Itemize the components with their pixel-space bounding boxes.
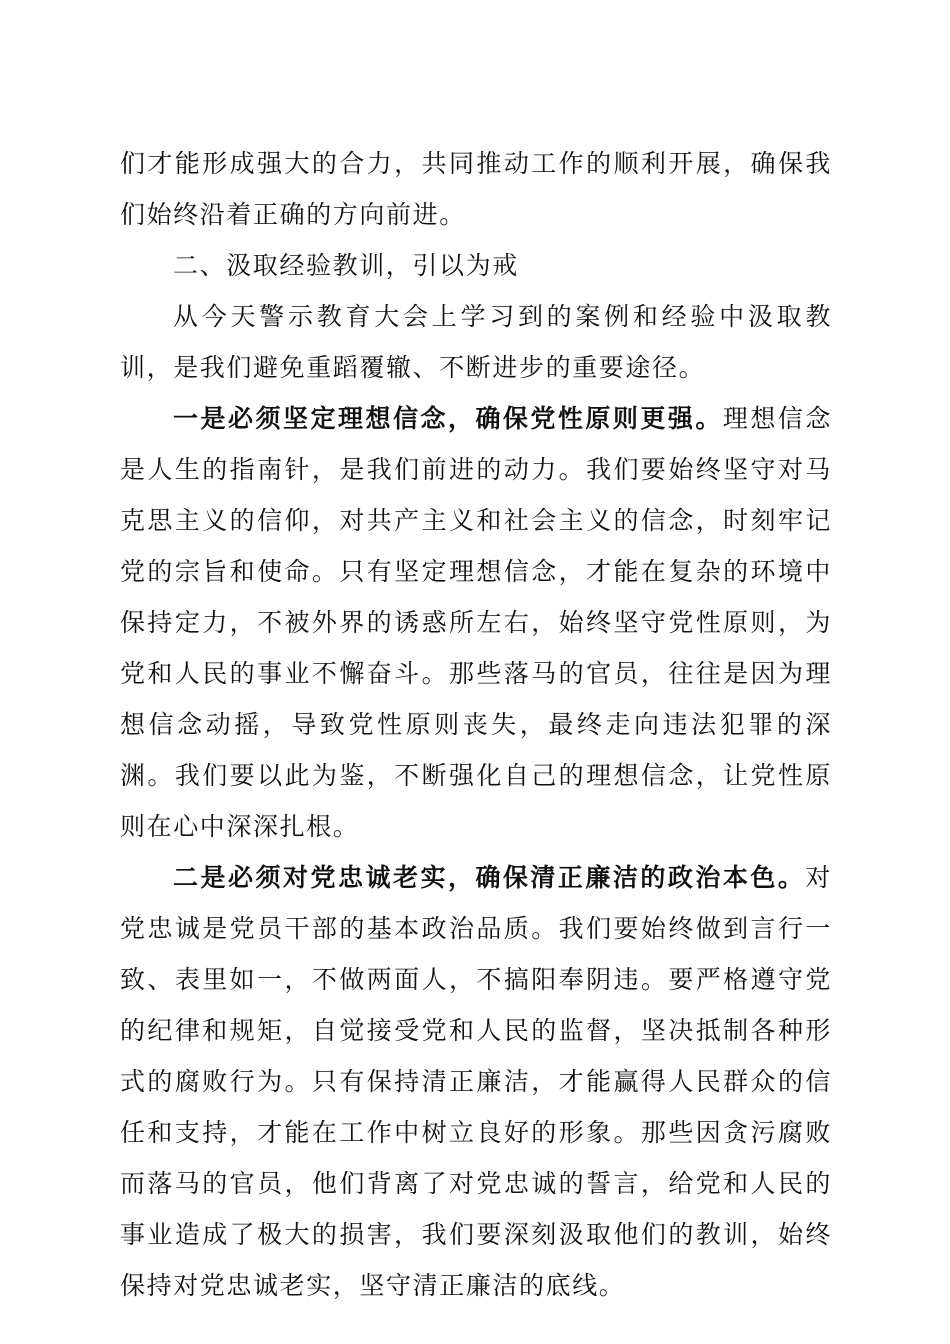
point-one-lead: 一是必须坚定理想信念，确保党性原则更强。 xyxy=(173,404,723,433)
point-one-paragraph xyxy=(120,393,832,852)
section-heading: 二、汲取经验教训，引以为戒 xyxy=(173,251,519,280)
point-one-body: 理想信念是人生的指南针，是我们前进的动力。我们要始终坚守对马克思主义的信仰，对共产主义和社会主义的信念，时刻牢记党的宗旨和使命。只有坚定理想信念，才能在复杂的环境中保持定力，不被外界的诱惑所左右，始终坚守党性原则，为党和人民的事业不懈奋斗。那些落马的官员，往往是因为理想信念动摇，导致党性原则丧失，最终走向违法犯罪的深渊。我们要以此为鉴，不断强化自己的理想信念，让党性原则在心中深深扎根。 xyxy=(120,404,832,841)
point-two-body: 对党忠诚是党员干部的基本政治品质。我们要始终做到言行一致、表里如一，不做两面人，不搞阳奉阴违。要严格遵守党的纪律和规矩，自觉接受党和人民的监督，坚决抵制各种形式的腐败行为。只有保持清正廉洁，才能赢得人民群众的信任和支持，才能在工作中树立良好的形象。那些因贪污腐败而落马的官员，他们背离了对党忠诚的誓言，给党和人民的事业造成了极大的损害，我们要深刻汲取他们的教训，始终保持对党忠诚老实，坚守清正廉洁的底线。 xyxy=(120,863,832,1300)
intro-paragraph: 从今天警示教育大会上学习到的案例和经验中汲取教训，是我们避免重蹈覆辙、不断进步的重要途径。 xyxy=(120,302,832,382)
continuation-paragraph: 们才能形成强大的合力，共同推动工作的顺利开展，确保我们始终沿着正确的方向前进。 xyxy=(120,149,832,229)
point-two-paragraph xyxy=(120,852,832,1311)
document-body xyxy=(120,138,832,1311)
point-two-lead: 二是必须对党忠诚老实，确保清正廉洁的政治本色。 xyxy=(173,863,806,892)
